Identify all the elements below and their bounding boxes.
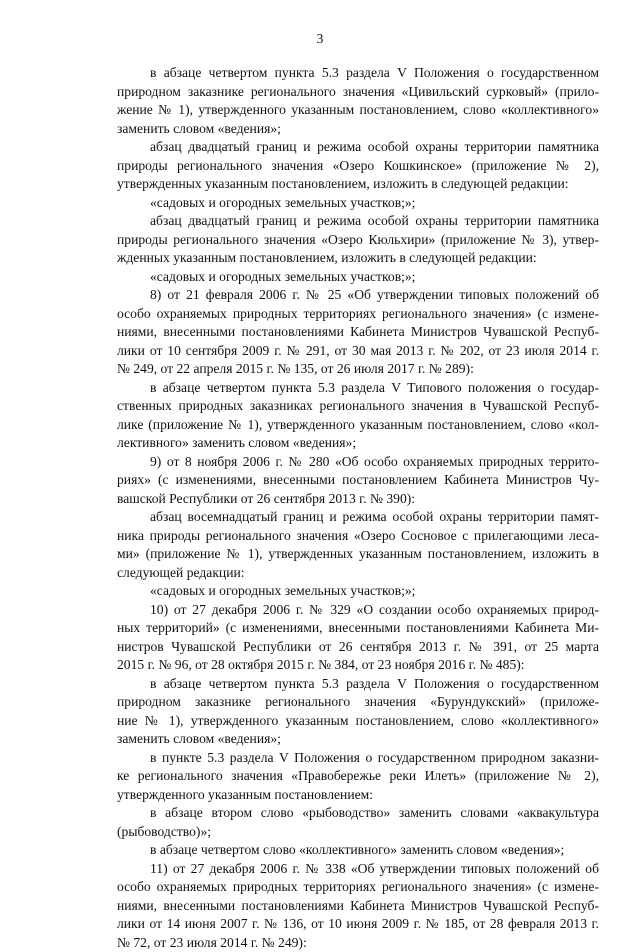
text-line: вашской Республики от 26 сентября 2013 г. № 390):: [117, 490, 599, 509]
text-line: природы регионального значения «Озеро Кошкинское» (приложение № 2),: [117, 157, 599, 176]
text-line: природном заказнике регионального значения «Бурундукский» (приложе-: [117, 693, 599, 712]
text-line: жденных указанным постановлением, изложить в следующей редакции:: [117, 249, 599, 268]
text-line: абзац двадцатый границ и режима особой охраны территории памятника: [117, 212, 599, 231]
text-line: ниями, внесенными постановлениями Кабинета Министров Чувашской Респуб-: [117, 897, 599, 916]
paragraph: [117, 582, 599, 601]
text-line: 11) от 27 декабря 2006 г. № 338 «Об утверждении типовых положений об: [117, 860, 599, 879]
text-line: абзац восемнадцатый границ и режима особой охраны территории памят-: [117, 508, 599, 527]
text-line: жение № 1), утвержденного указанным постановлением, слово «коллективного»: [117, 101, 599, 120]
text-line: 9) от 8 ноября 2006 г. № 280 «Об особо охраняемых природных террито-: [117, 453, 599, 472]
text-line: нистров Чувашской Республики от 26 сентября 2013 г. № 391, от 25 марта: [117, 638, 599, 657]
paragraph: [117, 841, 599, 860]
text-line: в пункте 5.3 раздела V Положения о государственном природном заказни-: [117, 749, 599, 768]
paragraph: [117, 64, 599, 138]
text-line: в абзаце четвертом слово «коллективного» заменить словом «ведения»;: [117, 841, 599, 860]
paragraph: [117, 138, 599, 194]
paragraph: [117, 453, 599, 509]
text-line: в абзаце втором слово «рыбоводство» заменить словами «аквакультура: [117, 804, 599, 823]
paragraph: [117, 804, 599, 841]
text-line: особо охраняемых природных территориях регионального значения» (с измене-: [117, 878, 599, 897]
text-line: ниями, внесенными постановлениями Кабинета Министров Чувашской Респуб-: [117, 323, 599, 342]
text-line: ных территорий» (с изменениями, внесенными постановлениями Кабинета Ми-: [117, 619, 599, 638]
page-number: 3: [0, 30, 640, 48]
text-line: (рыбоводство)»;: [117, 823, 599, 842]
paragraph: [117, 508, 599, 582]
text-line: лике (приложение № 1), утвержденного указанным постановлением, слово «кол-: [117, 416, 599, 435]
text-line: ственных природных заказниках регионального значения в Чувашской Респуб-: [117, 397, 599, 416]
paragraph: [117, 675, 599, 749]
text-line: ке регионального значения «Правобережье реки Илеть» (приложение № 2),: [117, 767, 599, 786]
paragraph: [117, 379, 599, 453]
paragraph: [117, 601, 599, 675]
paragraph: [117, 286, 599, 379]
text-line: особо охраняемых природных территориях регионального значения» (с измене-: [117, 305, 599, 324]
text-line: «садовых и огородных земельных участков;»;: [117, 268, 599, 287]
text-line: заменить словом «ведения»;: [117, 730, 599, 749]
text-line: ника природы регионального значения «Озеро Сосновое с прилегающими леса-: [117, 527, 599, 546]
text-line: лики от 10 сентября 2009 г. № 291, от 30 мая 2013 г. № 202, от 23 июля 2014 г.: [117, 342, 599, 361]
paragraph: [117, 212, 599, 268]
text-line: 10) от 27 декабря 2006 г. № 329 «О создании особо охраняемых природ-: [117, 601, 599, 620]
text-line: лективного» заменить словом «ведения»;: [117, 434, 599, 453]
text-line: в абзаце четвертом пункта 5.3 раздела V Положения о государственном: [117, 64, 599, 83]
text-line: природы регионального значения «Озеро Кюльхири» (приложение № 3), утвер-: [117, 231, 599, 250]
document-body: [117, 64, 599, 952]
text-line: 8) от 21 февраля 2006 г. № 25 «Об утверждении типовых положений об: [117, 286, 599, 305]
text-line: абзац двадцатый границ и режима особой охраны территории памятника: [117, 138, 599, 157]
text-line: лики от 14 июня 2007 г. № 136, от 10 июня 2009 г. № 185, от 28 февраля 2013 г.: [117, 915, 599, 934]
text-line: в абзаце четвертом пункта 5.3 раздела V Положения о государственном: [117, 675, 599, 694]
text-line: риях» (с изменениями, внесенными постановлением Кабинета Министров Чу-: [117, 471, 599, 490]
text-line: в абзаце четвертом пункта 5.3 раздела V Типового положения о государ-: [117, 379, 599, 398]
text-line: ми» (приложение № 1), утвержденных указанным постановлением, изложить в: [117, 545, 599, 564]
text-line: заменить словом «ведения»;: [117, 120, 599, 139]
text-line: «садовых и огородных земельных участков;»;: [117, 194, 599, 213]
text-line: 2015 г. № 96, от 28 октября 2015 г. № 384, от 23 ноября 2016 г. № 485):: [117, 656, 599, 675]
text-line: № 249, от 22 апреля 2015 г. № 135, от 26 июля 2017 г. № 289):: [117, 360, 599, 379]
text-line: «садовых и огородных земельных участков;»;: [117, 582, 599, 601]
text-line: природном заказнике регионального значения «Цивильский сурковый» (прило-: [117, 83, 599, 102]
text-line: ние № 1), утвержденного указанным постановлением, слово «коллективного»: [117, 712, 599, 731]
paragraph: [117, 268, 599, 287]
text-line: следующей редакции:: [117, 564, 599, 583]
text-line: утвержденных указанным постановлением, изложить в следующей редакции:: [117, 175, 599, 194]
paragraph: [117, 860, 599, 952]
paragraph: [117, 749, 599, 805]
paragraph: [117, 194, 599, 213]
text-line: № 72, от 23 июля 2014 г. № 249):: [117, 934, 599, 952]
text-line: утвержденного указанным постановлением:: [117, 786, 599, 805]
